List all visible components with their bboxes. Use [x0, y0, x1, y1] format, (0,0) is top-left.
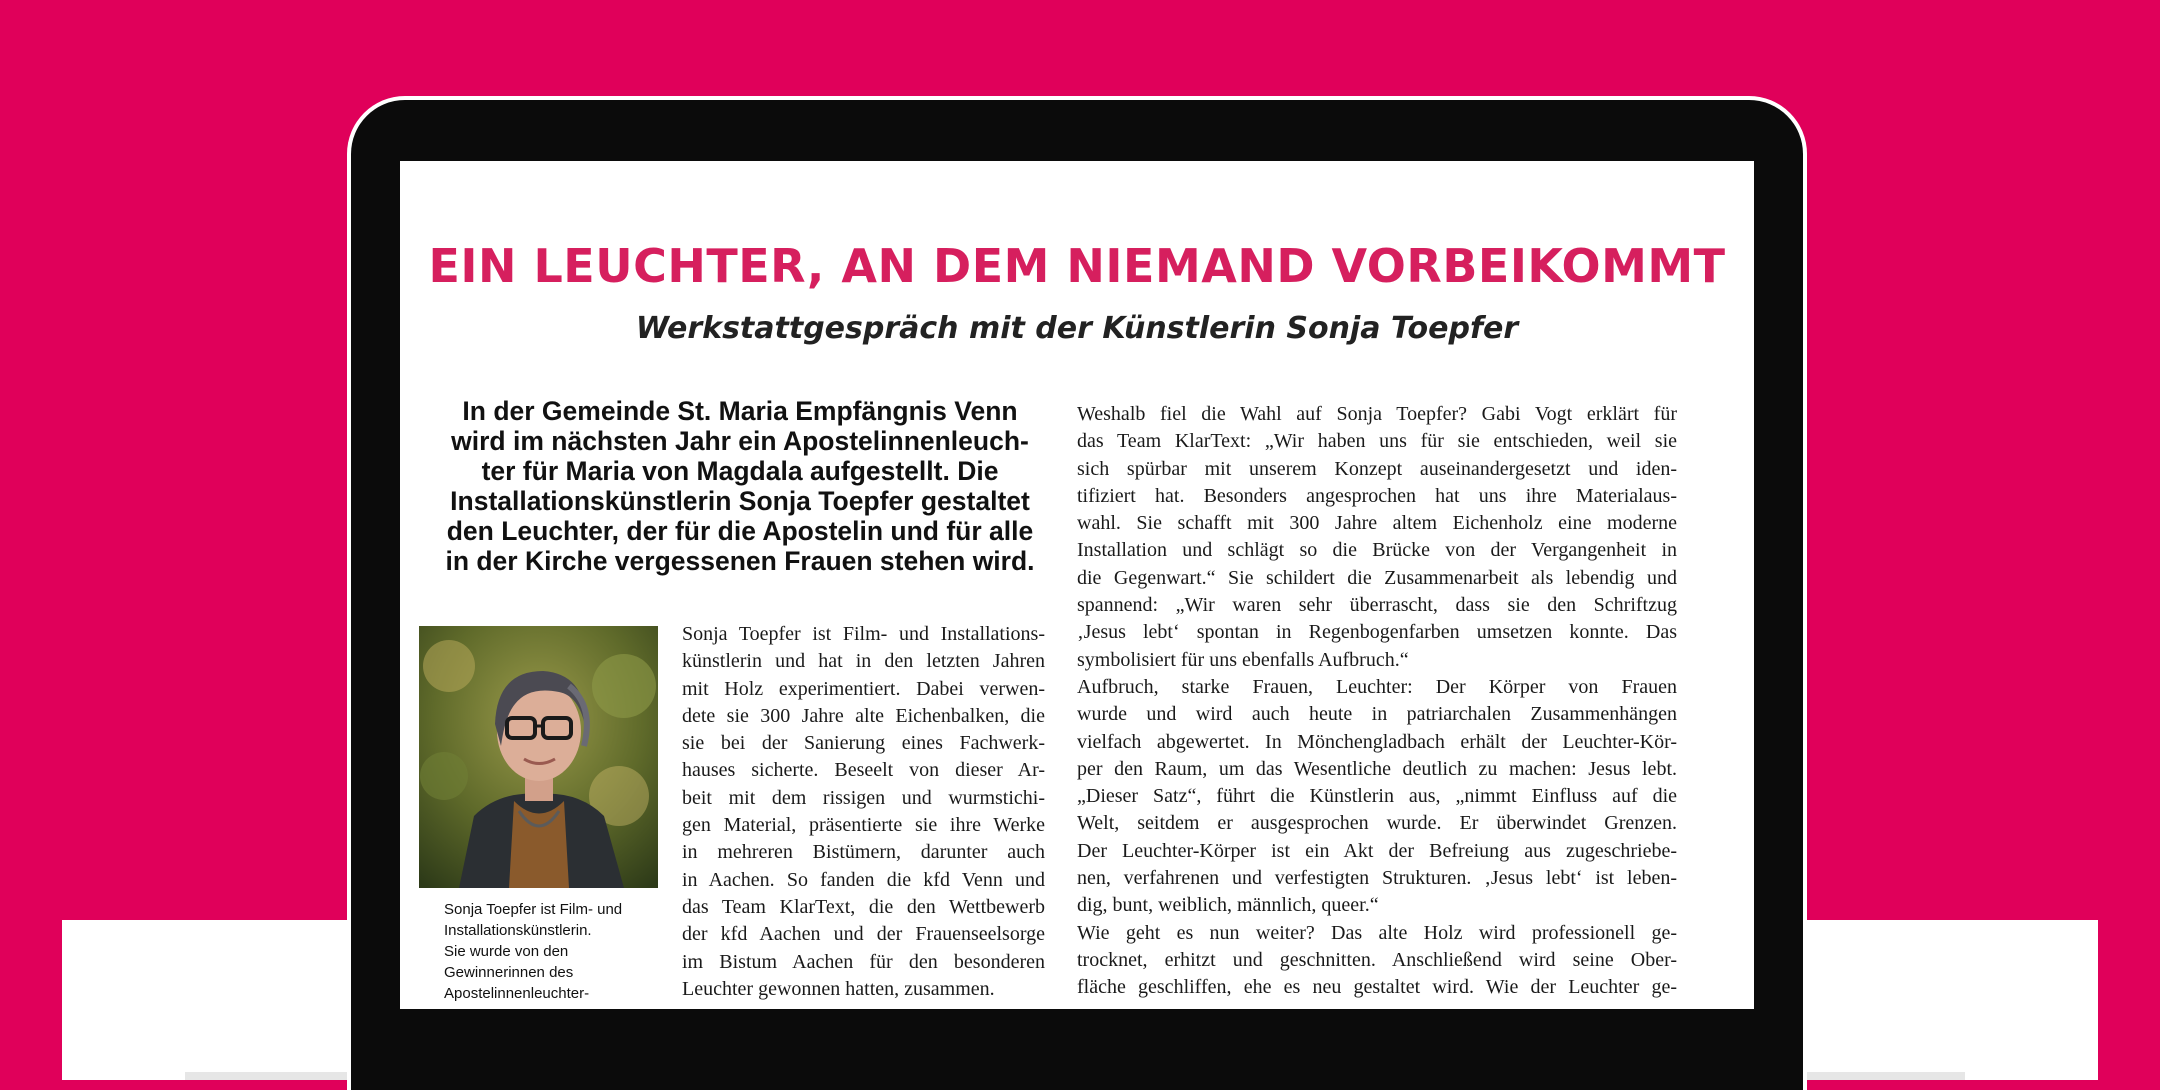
laptop-screen [400, 161, 1754, 1009]
body-line: Aufbruch, starke Frauen, Leuchter: Der Körper von Frauen [1077, 675, 1677, 698]
body-line: Leuchter gewonnen hatten, zusammen. [682, 977, 995, 1000]
body-line: wurde und wird auch heute in patriarchalen Zusammenhängen [1077, 703, 1677, 726]
caption-line: Sie wurde von den [444, 943, 569, 960]
body-line: Sonja Toepfer ist Film- und Installations- [682, 623, 1045, 645]
lead-line: den Leuchter, der für die Apostelin und für alle [446, 516, 1034, 546]
body-line: sich spürbar mit unserem Konzept auseinandergesetzt und iden- [1077, 457, 1677, 480]
body-line: das Team KlarText, die den Wettbewerb [682, 895, 1045, 918]
body-line: trocknet, erhitzt und geschnitten. Anschließend wird seine Ober- [1077, 948, 1677, 971]
body-line: spannend: „Wir waren sehr überrascht, dass sie den Schriftzug [1077, 594, 1677, 617]
body-line: Wie geht es nun weiter? Das alte Holz wird professionell ge- [1077, 921, 1677, 944]
body-line: tifiziert hat. Besonders angesprochen hat uns ihre Materialaus- [1077, 484, 1677, 507]
lead-line: ter für Maria von Magdala aufgestellt. Die [481, 456, 999, 486]
body-line: im Bistum Aachen für den besonderen [682, 950, 1045, 973]
body-line: die Gegenwart.“ Sie schildert die Zusammenarbeit als lebendig und [1077, 566, 1677, 589]
article-column-middle [682, 621, 1045, 1003]
lead-line: wird im nächsten Jahr ein Apostelinnenleuch- [451, 426, 1029, 456]
body-line: mit Holz experimentiert. Dabei verwen- [682, 677, 1045, 700]
body-line: vielfach abgewertet. In Mönchengladbach erhält der Leuchter-Kör- [1077, 730, 1677, 753]
body-line: gen Material, präsentierte sie ihre Werke [682, 814, 1045, 837]
body-line: dig, bunt, weiblich, männlich, queer.“ [1077, 894, 1379, 917]
article-subheadline: Werkstattgespräch mit der Künstlerin Sonja Toepfer [635, 311, 1519, 346]
caption-line: Sonja Toepfer ist Film- und [444, 901, 623, 918]
body-line: dete sie 300 Jahre alte Eichenbalken, die [682, 704, 1045, 727]
body-line: Der Leuchter-Körper ist ein Akt der Befreiung aus zugeschriebe- [1077, 839, 1677, 862]
body-line: das Team KlarText: „Wir haben uns für sie entschieden, weil sie [1077, 430, 1677, 453]
body-line: „Dieser Satz“, führt die Künstlerin aus, „nimmt Einfluss auf die [1077, 785, 1677, 808]
body-line: beit mit dem rissigen und wurmstichi- [682, 786, 1045, 809]
article-headline: EIN LEUCHTER, AN DEM NIEMAND VORBEIKOMMT [428, 239, 1726, 293]
body-line: der kfd Aachen und der Frauenseelsorge [682, 923, 1045, 946]
lead-line: in der Kirche vergessenen Frauen stehen wird. [445, 546, 1035, 576]
body-line: symbolisiert für uns ebenfalls Aufbruch.“ [1077, 648, 1409, 671]
laptop-bezel [351, 100, 1803, 1090]
body-line: in mehreren Bistümern, darunter auch [682, 841, 1045, 864]
body-line: hauses sicherte. Beseelt von dieser Ar- [682, 759, 1045, 782]
body-line: Weshalb fiel die Wahl auf Sonja Toepfer? Gabi Vogt erklärt für [1077, 403, 1677, 425]
lead-line: Installationskünstlerin Sonja Toepfer gestaltet [450, 486, 1030, 516]
body-line: sie bei der Sanierung eines Fachwerk- [682, 732, 1045, 755]
caption-line: Installationskünstlerin. [444, 922, 592, 939]
body-line: per den Raum, um das Wesentliche deutlich zu machen: Jesus lebt. [1077, 757, 1677, 780]
article-column-right [1077, 401, 1677, 1002]
body-line: in Aachen. So fanden die kfd Venn und [682, 868, 1045, 891]
body-line: nen, verfahrenen und verfestigten Strukturen. ‚Jesus lebt‘ ist leben- [1077, 867, 1677, 890]
body-line: ‚Jesus lebt‘ spontan in Regenbogenfarben umsetzen konnte. Das [1077, 621, 1677, 644]
body-line: Welt, seitdem er ausgesprochen wurde. Er überwindet Grenzen. [1077, 812, 1677, 835]
article-lead [440, 396, 1040, 576]
body-line: wahl. Sie schafft mit 300 Jahre altem Eichenholz eine moderne [1077, 512, 1677, 535]
photo-caption [444, 899, 664, 1004]
body-line: künstlerin und hat in den letzten Jahren [682, 650, 1045, 673]
portrait-photo [419, 626, 658, 888]
body-line: Installation und schlägt so die Brücke von der Vergangenheit in [1077, 539, 1677, 562]
caption-line: Gewinnerinnen des [444, 964, 574, 981]
caption-line: Apostelinnenleuchter- [444, 985, 590, 1002]
body-line: fläche geschliffen, ehe es neu gestaltet wird. Wie der Leuchter ge- [1077, 976, 1677, 999]
lead-line: In der Gemeinde St. Maria Empfängnis Venn [462, 396, 1018, 426]
